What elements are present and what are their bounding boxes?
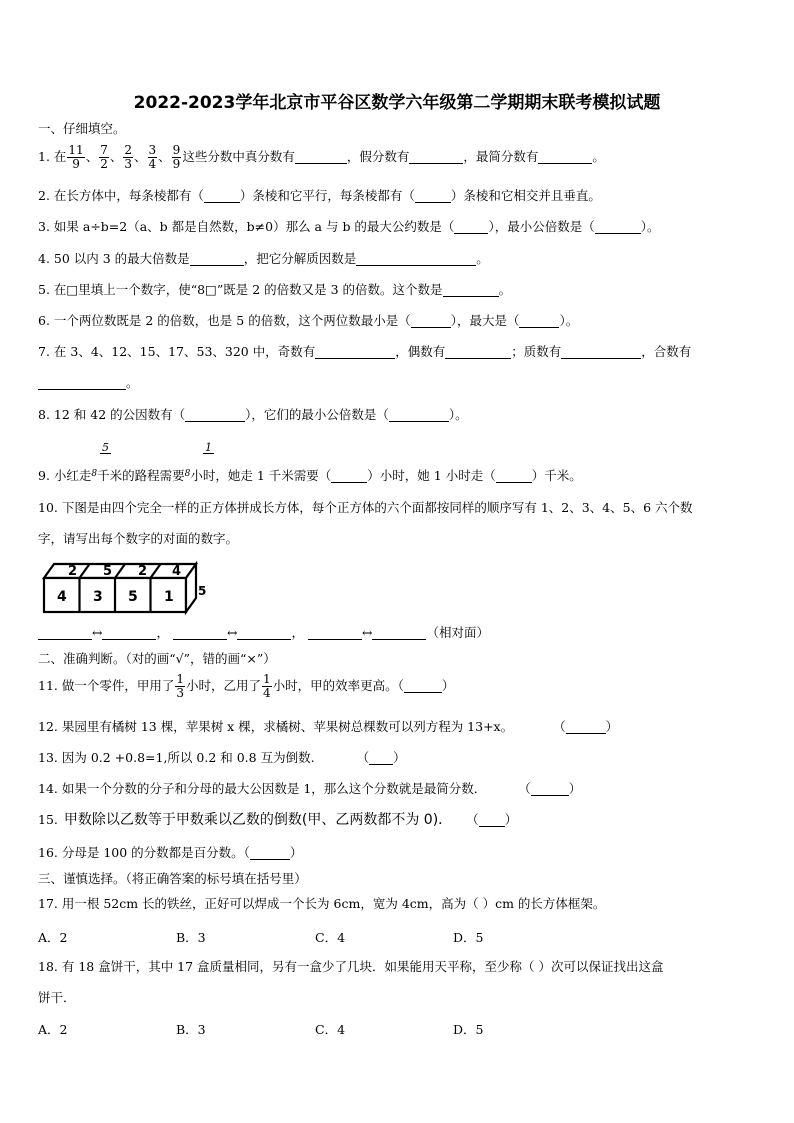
cube-top-digit-2: 5 [103,564,113,579]
q17-option-b[interactable]: B．3 [176,930,206,945]
section-3-heading: 三、谨慎选择。（将正确答案的标号填在括号里） [38,871,307,886]
question-18-cont: 饼干． [38,990,76,1005]
answer-blank[interactable] [519,314,559,328]
q1-text-c: ，最简分数有 [463,149,539,164]
fraction-1: $\frac{11}{9}$ [68,142,84,171]
question-5: 5. 在□里填上一个数字，使“8□”既是 2 的倍数又是 3 的倍数。这个数是 。 [38,282,512,297]
question-17: 17. 用一根 52cm 长的铁丝，正好可以焊成一个长为 6cm，宽为 4cm，高为（ ）cm 的长方体框架。 [38,896,606,911]
section-2-heading: 二、准确判断。（对的画“√”，错的画“×”） [38,651,276,666]
answer-blank[interactable] [308,626,362,640]
cube-side-digit: 5 [198,584,207,598]
question-1: 1. 在 $\frac{11}{9}$ 、 $\frac{7}{2}$ 、 $\frac{2}{3}$ 、 $\frac{3}{4}$ 、 $\frac{9}{9}$ 这些分数中真分数有 ，假分数有 ，最简分数有 。 [38,142,605,171]
fraction-1-3: $\frac{1}{3}$ [176,671,184,700]
answer-blank[interactable] [479,813,505,827]
answer-blank[interactable] [404,679,442,693]
answer-blank[interactable] [566,720,606,734]
q18-option-d[interactable]: D．5 [453,1022,484,1037]
answer-blank[interactable] [295,150,347,164]
question-8: 8. 12 和 42 的公因数有（ ），它们的最小公倍数是（ ）。 [38,407,468,422]
q18-option-c[interactable]: C．4 [315,1022,346,1037]
cube-front-digit-3: 5 [128,589,138,605]
answer-blank[interactable] [356,252,476,266]
q18-option-b[interactable]: B．3 [176,1022,206,1037]
q18-option-a[interactable]: A．2 [38,1022,68,1037]
cube-top-digit-1: 2 [68,564,78,579]
answer-blank[interactable] [445,345,511,359]
fraction-5: $\frac{9}{9}$ [172,142,181,171]
answer-blank[interactable] [496,469,532,483]
answer-blank[interactable] [331,469,367,483]
answer-blank[interactable] [531,782,569,796]
answer-blank[interactable] [190,252,244,266]
question-10-cont: 字，请写出每个数字的对面的数字。 [38,531,239,546]
q17-option-a[interactable]: A．2 [38,930,68,945]
cube-diagram [38,560,208,616]
q17-option-d[interactable]: D．5 [453,930,484,945]
answer-blank[interactable] [454,220,488,234]
q9-fraction-2: 1 [205,441,212,454]
q1-end: 。 [592,149,605,164]
answer-blank[interactable] [237,626,291,640]
fraction-1-4: $\frac{1}{4}$ [263,671,271,700]
q17-option-c[interactable]: C．4 [315,930,346,945]
question-7: 7. 在 3、4、12、15、17、53、320 中，奇数有 ，偶数有 ；质数有 ，合数有 [38,344,692,359]
q1-prefix: 1. 在 [38,149,67,164]
answer-blank[interactable] [102,626,156,640]
cube-front-digit-2: 3 [93,589,103,605]
cube-front-digit-4: 1 [164,589,174,605]
question-12: 12. 果园里有橘树 13 棵，苹果树 x 棵，求橘树、苹果树总棵数可以列方程为 13+x。 （ ） [38,719,619,734]
cube-top-digit-4: 4 [172,564,182,579]
question-3: 3. 如果 a÷b=2（a、b 都是自然数，b≠0）那么 a 与 b 的最大公约数是（ ），最小公倍数是（ ）。 [38,219,660,234]
q9-fraction-1: 5 [102,441,109,454]
answer-blank[interactable] [443,283,499,297]
answer-blank[interactable] [409,150,463,164]
fraction-4: $\frac{3}{4}$ [148,142,157,171]
question-15: 15. 甲数除以乙数等于甲数乘以乙数的倒数(甲、乙两数都不为 0)． （ ） [38,812,518,828]
answer-blank[interactable] [411,314,451,328]
answer-blank[interactable] [315,345,395,359]
question-9: 9. 小红走$^8$千米的路程需要$^8$小时，她走 1 千米需要（ ）小时，她 1 小时走（ ）千米。 [38,468,582,483]
question-2: 2. 在长方体中，每条棱都有（ ）条棱和它平行，每条棱都有（ ）条棱和它相交并且垂直。 [38,188,601,203]
answer-blank[interactable] [369,751,393,765]
answer-blank[interactable] [250,846,290,860]
page-title: 2022-2023学年北京市平谷区数学六年级第二学期期末联考模拟试题 [133,93,661,113]
question-16: 16. 分母是 100 的分数都是百分数。（ ） [38,845,303,860]
question-10-answers: ↔ ， ↔ ， ↔ （相对面） [38,625,489,641]
q1-text-b: ，假分数有 [346,149,410,164]
fraction-3: $\frac{2}{3}$ [124,142,132,171]
answer-blank[interactable] [38,626,92,640]
question-13: 13. 因为 0.2 +0.8=1,所以 0.2 和 0.8 互为倒数. （ ） [38,750,406,765]
answer-blank[interactable] [538,150,592,164]
answer-blank[interactable] [561,345,641,359]
answer-blank[interactable] [415,189,451,203]
section-1-heading: 一、仔细填空。 [38,121,126,136]
question-11: 11. 做一个零件，甲用了 $\frac{1}{3}$ 小时，乙用了 $\frac{1}{4}$ 小时，甲的效率更高。（ ） [38,671,455,700]
answer-blank[interactable] [389,408,449,422]
answer-blank[interactable] [173,626,227,640]
fraction-2: $\frac{7}{2}$ [100,142,108,171]
answer-blank[interactable] [204,189,240,203]
answer-blank[interactable] [372,626,426,640]
answer-blank[interactable] [185,408,245,422]
question-4: 4. 50 以内 3 的最大倍数是 ，把它分解质因数是 。 [38,251,489,266]
question-6: 6. 一个两位数既是 2 的倍数，也是 5 的倍数，这个两位数最小是（ ），最大是（ ）。 [38,313,579,328]
question-7-cont: 。 [38,375,139,391]
question-18: 18. 有 18 盒饼干，其中 17 盒质量相同，另有一盒少了几块．如果能用天平称，至少称（ ）次可以保证找出这盒 [38,959,664,974]
cube-top-digit-3: 2 [138,564,148,579]
q1-text: 这些分数中真分数有 [182,149,295,164]
answer-blank[interactable] [38,376,126,390]
question-10: 10. 下图是由四个完全一样的正方体拼成长方体，每个正方体的六个面都按同样的顺序写有 1、2、3、4、5、6 六个数 [38,500,693,515]
answer-blank[interactable] [595,220,641,234]
question-14: 14. 如果一个分数的分子和分母的最大公因数是 1，那么这个分数就是最简分数． （ ） [38,781,582,796]
cube-front-digit-1: 4 [57,589,67,605]
